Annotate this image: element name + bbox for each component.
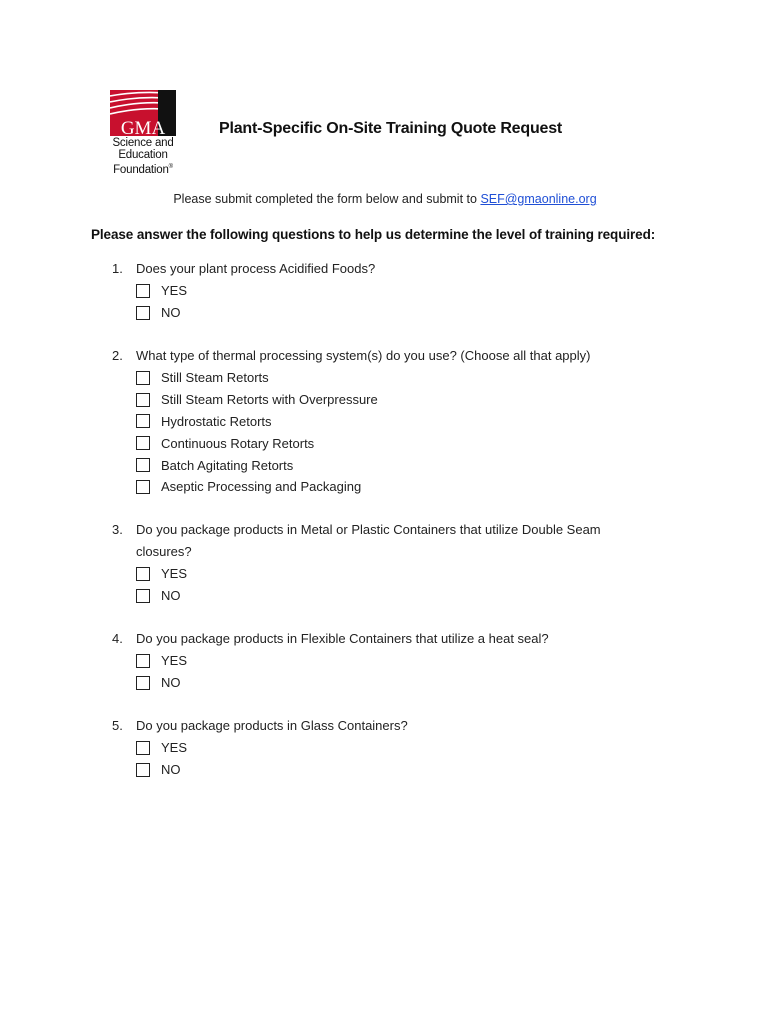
option-still-steam-retorts-overpressure	[136, 389, 666, 411]
submit-prefix: Please submit completed the form below and submit to	[173, 192, 481, 206]
question-number: 2.	[112, 348, 123, 363]
checkbox[interactable]	[136, 654, 150, 668]
question-row	[112, 258, 666, 280]
registered-mark: ®	[168, 164, 173, 170]
option-continuous-rotary-retorts	[136, 432, 666, 454]
question-number: 5.	[112, 718, 123, 733]
option-label: YES	[161, 283, 188, 299]
option-label: YES	[161, 653, 188, 669]
option-label: NO	[161, 588, 181, 604]
logo-line-1: Science and	[112, 137, 174, 149]
question-5	[112, 715, 666, 781]
checkbox[interactable]	[136, 306, 150, 320]
option-list	[136, 737, 666, 781]
option-label: Aseptic Processing and Packaging	[161, 479, 362, 495]
option-hydrostatic-retorts	[136, 411, 666, 433]
checkbox[interactable]	[136, 458, 150, 472]
checkbox[interactable]	[136, 589, 150, 603]
question-number: 3.	[112, 522, 123, 537]
question-1	[112, 258, 666, 324]
question-row	[112, 519, 641, 563]
option-list	[136, 280, 666, 324]
question-text: Do you package products in Metal or Plastic Containers that utilize Double Seam closures?	[136, 522, 601, 559]
option-no	[136, 585, 641, 607]
checkbox[interactable]	[136, 284, 150, 298]
option-batch-agitating-retorts	[136, 454, 666, 476]
checkbox[interactable]	[136, 393, 150, 407]
logo-line-2: Education	[118, 149, 168, 161]
option-label: Still Steam Retorts with Overpressure	[161, 392, 378, 408]
checkbox[interactable]	[136, 763, 150, 777]
option-no	[136, 302, 666, 324]
option-aseptic-processing	[136, 476, 666, 498]
option-yes	[136, 563, 641, 585]
question-text: What type of thermal processing system(s) do you use? (Choose all that apply)	[136, 348, 591, 363]
gma-logo-mark	[110, 90, 176, 136]
gma-logo-letters: GMA	[120, 118, 166, 136]
checkbox[interactable]	[136, 567, 150, 581]
question-text: Does your plant process Acidified Foods?	[136, 261, 376, 276]
gma-logo	[108, 90, 178, 180]
question-number: 1.	[112, 261, 123, 276]
option-label: YES	[161, 740, 188, 756]
page-title: Plant-Specific On-Site Training Quote Request	[219, 120, 563, 137]
option-yes	[136, 650, 666, 672]
checkbox[interactable]	[136, 741, 150, 755]
question-text: Do you package products in Flexible Containers that utilize a heat seal?	[136, 631, 549, 646]
question-row	[112, 715, 666, 737]
checkbox[interactable]	[136, 414, 150, 428]
logo-line-3-text: Foundation	[113, 163, 169, 176]
question-2	[112, 345, 666, 498]
form-instructions: Please answer the following questions to help us determine the level of training required:	[91, 227, 656, 242]
option-list	[136, 367, 666, 498]
option-label: Still Steam Retorts	[161, 370, 269, 386]
option-no	[136, 672, 666, 694]
checkbox[interactable]	[136, 371, 150, 385]
option-yes	[136, 280, 666, 302]
option-yes	[136, 737, 666, 759]
question-row	[112, 628, 666, 650]
checkbox[interactable]	[136, 436, 150, 450]
option-label: Continuous Rotary Retorts	[161, 435, 315, 451]
question-row	[112, 345, 666, 367]
option-list	[136, 650, 666, 694]
option-label: YES	[161, 566, 188, 582]
option-label: NO	[161, 675, 181, 691]
logo-text	[108, 137, 178, 176]
checkbox[interactable]	[136, 676, 150, 690]
logo-line-3	[108, 161, 178, 176]
option-label: Hydrostatic Retorts	[161, 413, 272, 429]
submit-instructions	[0, 192, 770, 206]
question-number: 4.	[112, 631, 123, 646]
option-label: NO	[161, 762, 181, 778]
option-label: NO	[161, 305, 181, 321]
question-text: Do you package products in Glass Containers?	[136, 718, 408, 733]
question-3	[112, 519, 641, 607]
checkbox[interactable]	[136, 480, 150, 494]
option-label: Batch Agitating Retorts	[161, 457, 294, 473]
email-link[interactable]: SEF@gmaonline.org	[480, 192, 597, 206]
option-list	[136, 563, 641, 607]
option-no	[136, 759, 666, 781]
question-4	[112, 628, 666, 694]
option-still-steam-retorts	[136, 367, 666, 389]
